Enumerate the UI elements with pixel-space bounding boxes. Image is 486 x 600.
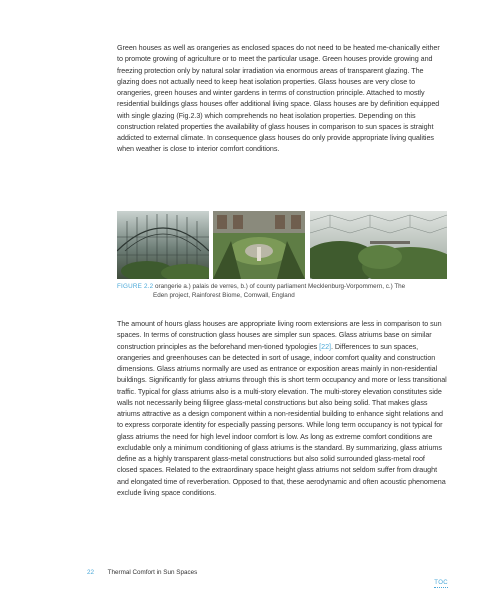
photo-county-parliament-garden [213,211,305,279]
photo-palais-de-verres [117,211,209,279]
page-number: 22 [87,569,95,576]
reference-link-22[interactable]: [22] [319,341,331,351]
body-paragraph-2 [117,318,447,498]
rainforest-biome-image [310,211,447,279]
garden-courtyard-image [213,211,305,279]
page-footer [87,569,197,576]
caption-line-2: Eden project, Rainforest Biome, Cornwall, England [153,291,295,299]
figure-caption [117,283,447,300]
photo-eden-project-rainforest-biome [310,211,447,279]
running-title: Thermal Comfort in Sun Spaces [107,569,198,576]
glasshouse-interior-image [117,211,209,279]
toc-link[interactable]: TOC [434,580,448,586]
figure-label: FIGURE 2.2 [117,283,154,290]
caption-line-1: orangerie a.) palais de verres, b.) of county parliament Mecklenburg-Vorpommern, c.) The [155,283,406,290]
paragraph-2-text-end: . Differences to sun spaces, orangeries and greenhouses can be detected in sort of usage, indoor comfort quality and construction dimensions. Glass atriums normally are used as entrance or exposition areas mainly in non-residential buildings. Significantly for glass atriums through this is short term occupancy and more or less transitional traffic. Typical for glass atriums also is a multi-story elevation. The multi-storey elevation constitutes side walls not necessarily being filigree glass-metal constructions but also being solid. That makes glass atriums attractive as a design component within a non-residential building to enhance sight relations and to express corporate identity for especially passing persons. While long term occupancy is not typical for glass atriums the need for high level indoor comfort is low. As long as extreme comfort conditions are excludable only a minimum conditioning of glass atriums is the standard. By summarizing, glass atriums define as a highly transparent glass-metal constructions but also solid surrounded glass-metal roof closed spaces. Related to the extraordinary space height glass atriums not seldom suffer from draught and elongated time of reverberation. Opposed to that, these aerodynamic and often acoustic phenomena exclude living space conditions. [117,341,447,497]
paragraph-2-text-start: The amount of hours glass houses are appropriate living room extensions are less in comparison to sun spaces. In terms of construction glass houses are simpler sun spaces. Glass atriums base on similar construction principles as the beforehand men-tioned typologies [117,319,442,351]
body-paragraph-1: Green houses as well as orangeries as enclosed spaces do not need to be heated me-chanically either to promote growing of agriculture or to meet the particular usage. Green houses provide growing and freezing protection only by natural solar irradiation via enormous areas of transparent glazing. The glazing does not actually need to keep heat isolation properties. Glass houses are very close to orangeries, green houses and winter gardens in terms of construction principle. Attached to mostly residential buildings glass houses offer additional living space. Glass houses are by definition equipped with single glazing (Fig.2.3) which comprehends no heat isolation properties. Depending on this construction related properties the availability of glass houses in comparison to sun spaces is straight addicted to external climate. In consequence glass houses do only provide appropriate living qualities when weather is close to interior comfort conditions. [117,43,440,154]
